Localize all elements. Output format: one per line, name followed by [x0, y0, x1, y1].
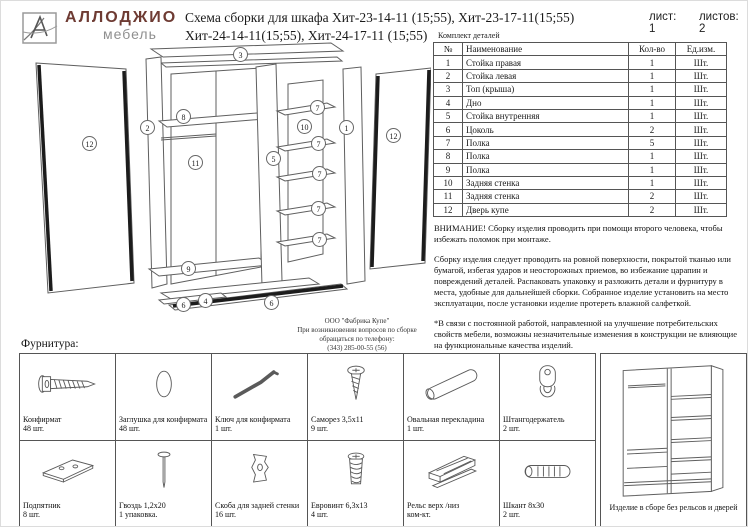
instructions-text	[434, 254, 740, 309]
sheet-info	[649, 11, 747, 35]
parts-column-header: Ед.изм.	[676, 43, 727, 56]
part-callout-2: 2	[140, 120, 155, 135]
part-callout-9: 9	[181, 261, 196, 276]
instruction-1: Сборку изделия следует проводить на ровной поверхности, покрытой тканью или бумагой, избегая ударов и неосторожных приемов, во избежание царапин и повреждений деталей.	[434, 254, 731, 287]
hardware-item-label: Штангодержатель 2 шт.	[503, 414, 565, 433]
parts-table-cell: Стойка внутренняя	[463, 109, 629, 122]
parts-table-cell: 1	[629, 83, 676, 96]
hardware-item-label: Рельс верх /низ ком-кт.	[407, 501, 460, 520]
parts-table-cell: Задняя стенка	[463, 190, 629, 203]
contact-note-2: обращаться по телефону:	[319, 335, 395, 344]
hex-key-icon	[212, 354, 307, 415]
hardware-item	[307, 353, 403, 440]
sheet-number: лист: 1	[649, 11, 677, 35]
hardware-item-label: Скоба для задней стенки 16 шт.	[215, 501, 300, 520]
parts-table-cell: 2	[629, 190, 676, 203]
euro-screw-icon	[308, 441, 403, 502]
parts-table-cell: 1	[629, 163, 676, 176]
parts-table-cell: 1	[629, 96, 676, 109]
instruction-3: Собранное изделие установить на место эксплуатации, после установки изделие протереть влажной салфеткой.	[434, 287, 729, 309]
hardware-item	[403, 440, 499, 527]
parts-column-header: Наименование	[463, 43, 629, 56]
parts-column-header: №	[434, 43, 463, 56]
parts-table-cell: Шт.	[676, 150, 727, 163]
hardware-section-label: Фурнитура:	[21, 338, 79, 350]
parts-table-row	[434, 176, 727, 189]
parts-table-cell: 9	[434, 163, 463, 176]
oval-rod-icon	[404, 354, 499, 415]
assembled-view-cell	[600, 353, 747, 527]
parts-table-header	[434, 43, 727, 56]
part-callout-12: 12	[82, 136, 97, 151]
hardware-item	[211, 353, 307, 440]
brand-subtitle: мебель	[103, 25, 157, 42]
parts-table-cell: Шт.	[676, 109, 727, 122]
contact-note-1: При возникновении вопросов по сборке	[297, 326, 417, 335]
contact-company: ООО "Фабрика Купе"	[324, 317, 390, 325]
exploded-diagram-drawing	[11, 41, 431, 341]
parts-table-cell: Задняя стенка	[463, 176, 629, 189]
part-callout-3: 3	[233, 47, 248, 62]
parts-table-cell: Шт.	[676, 176, 727, 189]
parts-table-cell: Стойка левая	[463, 69, 629, 82]
brand-text	[65, 10, 177, 41]
assembled-wardrobe-drawing	[604, 356, 744, 504]
part-callout-7: 7	[312, 232, 327, 247]
parts-table-cell: 5	[629, 136, 676, 149]
parts-table-cell: 7	[434, 136, 463, 149]
parts-table	[433, 42, 727, 217]
part-callout-1: 1	[339, 120, 354, 135]
parts-table-row	[434, 190, 727, 203]
self-tapping-screw-icon	[308, 354, 403, 415]
parts-table-row	[434, 150, 727, 163]
rod-holder-icon	[500, 354, 595, 415]
parts-table-row	[434, 96, 727, 109]
hardware-item-label: Конфирмат 48 шт.	[23, 414, 62, 433]
hardware-item	[19, 440, 115, 527]
plug-cap-icon	[116, 354, 211, 415]
parts-table-cell: Стойка правая	[463, 56, 629, 69]
hardware-item	[115, 353, 211, 440]
warning-text: ВНИМАНИЕ! Сборку изделия проводить при помощи второго человека, чтобы избежать поломок при монтаже.	[434, 223, 723, 245]
title-line-1: Схема сборки для шкафа Хит-23-14-11 (15;55), Хит-23-17-11(15;55)	[185, 10, 575, 25]
parts-table-cell: Шт.	[676, 123, 727, 136]
hardware-item	[307, 440, 403, 527]
confirmat-screw-icon	[20, 354, 115, 415]
hardware-item	[211, 440, 307, 527]
parts-table-cell: Цоколь	[463, 123, 629, 136]
parts-table-cell: 2	[434, 69, 463, 82]
parts-table-cell: 2	[629, 123, 676, 136]
hardware-item-label: Гвоздь 1,2х20 1 упаковка.	[119, 501, 166, 520]
parts-table-cell: Дверь купе	[463, 203, 629, 216]
parts-table-cell: Полка	[463, 136, 629, 149]
parts-table-cell: Шт.	[676, 203, 727, 216]
parts-table-cell: 2	[629, 203, 676, 216]
parts-table-cell: 6	[434, 123, 463, 136]
dowel-icon	[500, 441, 595, 502]
sheets-total: листов: 2	[698, 11, 739, 35]
part-callout-7: 7	[310, 100, 325, 115]
parts-table-cell: Шт.	[676, 69, 727, 82]
parts-table-cell: 1	[629, 176, 676, 189]
rail-profile-icon	[404, 441, 499, 502]
part-callout-8: 8	[176, 109, 191, 124]
parts-table-cell: Шт.	[676, 56, 727, 69]
parts-table-cell: 1	[434, 56, 463, 69]
parts-table-row	[434, 123, 727, 136]
parts-table-row	[434, 83, 727, 96]
parts-table-cell: 1	[629, 56, 676, 69]
parts-table-cell: 1	[629, 109, 676, 122]
parts-table-cell: 12	[434, 203, 463, 216]
hardware-item-label: Заглушка для конфирмата 48 шт.	[119, 414, 208, 433]
part-callout-6: 6	[176, 297, 191, 312]
parts-table-cell: 3	[434, 83, 463, 96]
parts-table-cell: 11	[434, 190, 463, 203]
hardware-item-label: Ключ для конфирмата 1 шт.	[215, 414, 291, 433]
hardware-item	[499, 440, 595, 527]
parts-table-row	[434, 69, 727, 82]
hardware-item	[403, 353, 499, 440]
part-callout-12: 12	[386, 128, 401, 143]
parts-table-cell: Шт.	[676, 83, 727, 96]
parts-table-caption: Комплект деталей	[438, 31, 500, 40]
nail-icon	[116, 441, 211, 502]
brand-name: АЛЛОДЖИО	[65, 9, 178, 26]
hardware-grid	[19, 353, 596, 527]
parts-table-cell: 1	[629, 150, 676, 163]
part-callout-4: 4	[198, 293, 213, 308]
parts-table-cell: Дно	[463, 96, 629, 109]
parts-table-cell: Шт.	[676, 96, 727, 109]
hardware-item-label: Евровинт 6,3х13 4 шт.	[311, 501, 368, 520]
parts-table-row	[434, 56, 727, 69]
hardware-item	[499, 353, 595, 440]
part-callout-6: 6	[264, 295, 279, 310]
hardware-item-label: Саморез 3,5х11 9 шт.	[311, 414, 364, 433]
exploded-diagram	[11, 41, 431, 341]
parts-table-row	[434, 136, 727, 149]
parts-table-row	[434, 203, 727, 216]
part-callout-11: 11	[188, 155, 203, 170]
hardware-item	[19, 353, 115, 440]
parts-table-cell: Полка	[463, 150, 629, 163]
assembly-notices	[434, 223, 740, 360]
parts-table-cell: Шт.	[676, 190, 727, 203]
hardware-item-label: Овальная перекладина 1 шт.	[407, 414, 485, 433]
hardware-item	[115, 440, 211, 527]
part-callout-7: 7	[312, 166, 327, 181]
disclaimer-text: *В связи с постоянной работой, направленной на улучшение потребительских свойств мебели, возможны незначительные изменения в конструкции не влияющие на функциональные качества изделий.	[434, 318, 737, 351]
parts-table-cell: 4	[434, 96, 463, 109]
hardware-item-label: Шкант 8х30 2 шт.	[503, 501, 545, 520]
instruction-2: Распаковать упаковку и разложить детали и фурнитуру в места, удобные для дальнейшей сборки.	[434, 276, 723, 298]
parts-table-row	[434, 163, 727, 176]
part-callout-5: 5	[266, 151, 281, 166]
parts-table-cell: Полка	[463, 163, 629, 176]
contact-phone: (343) 285-00-55 (56)	[327, 344, 387, 353]
parts-table-row	[434, 109, 727, 122]
foot-plate-icon	[20, 441, 115, 502]
part-callout-7: 7	[311, 201, 326, 216]
parts-table-cell: 5	[434, 109, 463, 122]
hardware-item-label: Подпятник 8 шт.	[23, 501, 61, 520]
assembled-view-caption: Изделие в сборе без рельсов и дверей	[609, 503, 738, 512]
page-title	[185, 9, 615, 45]
parts-table-cell: 1	[629, 69, 676, 82]
part-callout-7: 7	[311, 136, 326, 151]
parts-table-cell: Шт.	[676, 163, 727, 176]
parts-table-body	[434, 56, 727, 217]
parts-table-cell: Топ (крыша)	[463, 83, 629, 96]
manufacturer-contact	[279, 317, 435, 353]
parts-table-cell: 8	[434, 150, 463, 163]
parts-table-cell: Шт.	[676, 136, 727, 149]
back-panel-clip-icon	[212, 441, 307, 502]
part-callout-10: 10	[297, 119, 312, 134]
parts-table-cell: 10	[434, 176, 463, 189]
title-line-2: Хит-24-14-11(15;55), Хит-24-17-11 (15;55)	[185, 28, 428, 44]
parts-column-header: Кол-во	[629, 43, 676, 56]
